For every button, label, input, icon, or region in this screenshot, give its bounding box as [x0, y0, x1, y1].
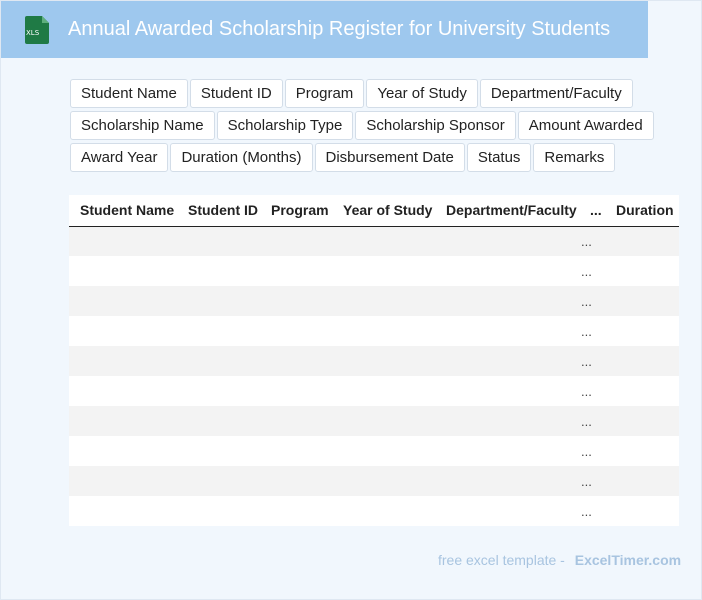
table-cell[interactable]: [332, 436, 435, 466]
table-cell[interactable]: [69, 406, 177, 436]
table-cell[interactable]: [177, 436, 260, 466]
table-cell[interactable]: [435, 466, 579, 496]
table-cell[interactable]: [332, 406, 435, 436]
table-cell[interactable]: [177, 346, 260, 376]
table-cell[interactable]: [260, 436, 332, 466]
table-cell[interactable]: [435, 256, 579, 286]
field-chip: Scholarship Name: [70, 111, 215, 140]
table-cell[interactable]: [260, 316, 332, 346]
table-cell[interactable]: [69, 436, 177, 466]
table-cell[interactable]: [332, 376, 435, 406]
table-cell[interactable]: [260, 256, 332, 286]
table-cell[interactable]: [605, 436, 679, 466]
table-row: [69, 316, 679, 346]
table-cell[interactable]: [260, 466, 332, 496]
table-cell[interactable]: [260, 406, 332, 436]
field-list: [70, 79, 670, 175]
field-chip: Year of Study: [366, 79, 478, 108]
field-row-3: [70, 143, 670, 172]
field-chip: Student ID: [190, 79, 283, 108]
table-header-row: [69, 195, 679, 226]
table-row: [69, 256, 679, 286]
table-cell[interactable]: [177, 226, 260, 256]
table-cell[interactable]: [332, 286, 435, 316]
table-cell[interactable]: [435, 346, 579, 376]
table-cell[interactable]: [605, 376, 679, 406]
table-cell[interactable]: [177, 376, 260, 406]
field-chip: Scholarship Type: [217, 111, 354, 140]
table-cell[interactable]: ...: [579, 346, 605, 376]
table-cell[interactable]: [260, 226, 332, 256]
table-cell[interactable]: ...: [579, 406, 605, 436]
excel-file-icon: [23, 15, 51, 45]
field-chip: Scholarship Sponsor: [355, 111, 515, 140]
footer-credit: [438, 552, 681, 568]
table-cell[interactable]: ...: [579, 256, 605, 286]
table-cell[interactable]: ...: [579, 376, 605, 406]
table-cell[interactable]: [260, 346, 332, 376]
table-cell[interactable]: [332, 466, 435, 496]
table-cell[interactable]: [177, 466, 260, 496]
field-chip: Remarks: [533, 143, 615, 172]
table-cell[interactable]: [69, 316, 177, 346]
table-cell[interactable]: [605, 226, 679, 256]
table-cell[interactable]: [69, 286, 177, 316]
table-row: [69, 346, 679, 376]
table-cell[interactable]: [69, 346, 177, 376]
column-header: Student Name: [69, 195, 177, 226]
column-header: Program: [260, 195, 332, 226]
header-banner: [1, 1, 648, 58]
table-cell[interactable]: [605, 286, 679, 316]
field-row-1: [70, 79, 670, 108]
column-header: Department/Faculty: [435, 195, 579, 226]
table-cell[interactable]: [177, 256, 260, 286]
table-cell[interactable]: ...: [579, 286, 605, 316]
field-chip: Status: [467, 143, 532, 172]
table-cell[interactable]: [332, 496, 435, 526]
table-cell[interactable]: [260, 496, 332, 526]
column-header: Duration: [605, 195, 679, 226]
table-cell[interactable]: ...: [579, 436, 605, 466]
table-row: [69, 226, 679, 256]
field-chip: Program: [285, 79, 365, 108]
register-table: [69, 195, 679, 526]
table-cell[interactable]: [605, 346, 679, 376]
table-cell[interactable]: [605, 406, 679, 436]
table-cell[interactable]: ...: [579, 466, 605, 496]
table-cell[interactable]: [435, 226, 579, 256]
table-cell[interactable]: [332, 226, 435, 256]
table-cell[interactable]: [605, 256, 679, 286]
table-cell[interactable]: [332, 346, 435, 376]
table-cell[interactable]: [69, 466, 177, 496]
table-cell[interactable]: [177, 406, 260, 436]
field-chip: Amount Awarded: [518, 111, 654, 140]
column-header: ...: [579, 195, 605, 226]
field-chip: Award Year: [70, 143, 168, 172]
field-chip: Student Name: [70, 79, 188, 108]
field-chip: Duration (Months): [170, 143, 312, 172]
table-cell[interactable]: [435, 496, 579, 526]
table-row: [69, 376, 679, 406]
table-cell[interactable]: [605, 496, 679, 526]
page-title: Annual Awarded Scholarship Register for University Students: [68, 18, 611, 40]
field-chip: Department/Faculty: [480, 79, 633, 108]
table-cell[interactable]: [605, 466, 679, 496]
table-cell[interactable]: [435, 406, 579, 436]
table-cell[interactable]: ...: [579, 226, 605, 256]
field-row-2: [70, 111, 670, 140]
table-cell[interactable]: ...: [579, 496, 605, 526]
footer-brand-link[interactable]: ExcelTimer.com: [574, 552, 682, 568]
table-row: [69, 436, 679, 466]
table-cell[interactable]: [69, 226, 177, 256]
table-cell[interactable]: [69, 256, 177, 286]
table-cell[interactable]: [435, 436, 579, 466]
column-header: Year of Study: [332, 195, 435, 226]
table-cell[interactable]: [435, 316, 579, 346]
table-cell[interactable]: ...: [579, 316, 605, 346]
table-cell[interactable]: [260, 286, 332, 316]
table-row: [69, 406, 679, 436]
table-row: [69, 286, 679, 316]
table-cell[interactable]: [332, 316, 435, 346]
table-row: [69, 496, 679, 526]
table-cell[interactable]: [177, 316, 260, 346]
table-cell[interactable]: [69, 376, 177, 406]
column-header: Student ID: [177, 195, 260, 226]
footer-text: free excel template -: [438, 552, 565, 568]
xls-icon-label: XLS: [26, 29, 40, 37]
table-cell[interactable]: [177, 286, 260, 316]
table-cell[interactable]: [69, 496, 177, 526]
table-row: [69, 466, 679, 496]
table-cell[interactable]: [260, 376, 332, 406]
field-chip: Disbursement Date: [315, 143, 465, 172]
table-cell[interactable]: [332, 256, 435, 286]
table-cell[interactable]: [605, 316, 679, 346]
table-cell[interactable]: [435, 286, 579, 316]
table-cell[interactable]: [435, 376, 579, 406]
table-cell[interactable]: [177, 496, 260, 526]
